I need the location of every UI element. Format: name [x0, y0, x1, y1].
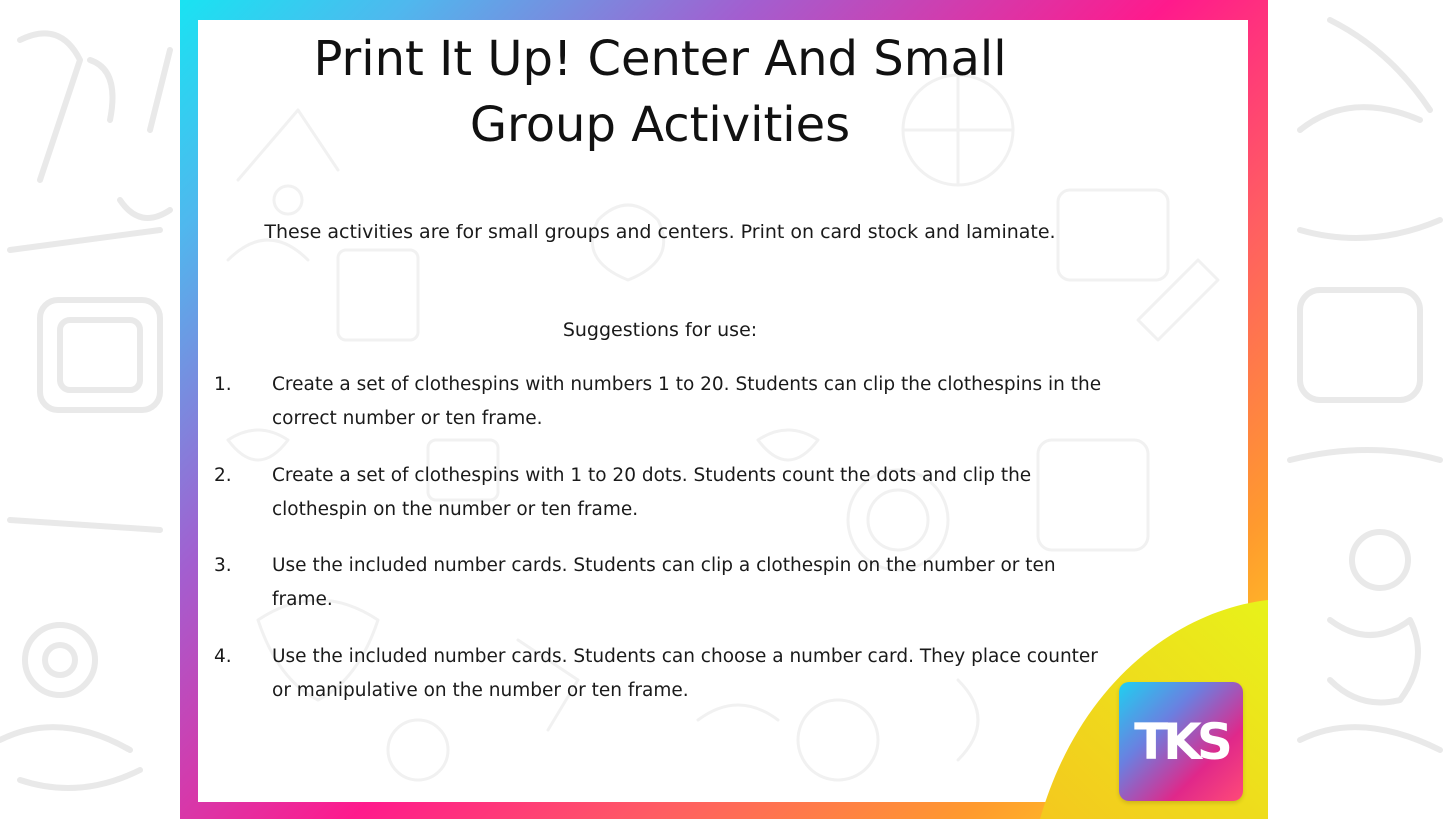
title-line-1: Print It Up! Center And Small	[313, 31, 1007, 87]
list-item-text: Create a set of clothespins with numbers 1 to 20. Students can clip the clothespins in the correct number or ten frame.	[272, 374, 1102, 429]
pencil-doodle-icon	[1138, 260, 1218, 340]
list-item	[214, 640, 1114, 708]
list-item	[214, 549, 1114, 617]
list-item-number: 4.	[214, 646, 232, 667]
list-item	[214, 368, 1114, 436]
tks-logo	[1119, 682, 1243, 801]
list-item-number: 3.	[214, 555, 232, 576]
list-item-number: 1.	[214, 374, 232, 395]
suggestions-heading: Suggestions for use:	[562, 319, 758, 341]
list-item	[214, 459, 1114, 527]
title-line-2: Group Activities	[469, 97, 851, 153]
list-item-text: Create a set of clothespins with 1 to 20 dots. Students count the dots and clip the clothespin on the number or ten frame.	[272, 465, 1032, 520]
tks-logo-text: TKS	[1134, 712, 1228, 771]
speech-bubble-doodle-icon	[1300, 290, 1420, 400]
school-doodle-icon	[20, 33, 113, 180]
intro-text: These activities are for small groups and centers. Print on card stock and laminate.	[264, 221, 1056, 243]
list-item-text: Use the included number cards. Students can clip a clothespin on the number or ten frame.	[272, 555, 1056, 610]
list-item-text: Use the included number cards. Students can choose a number card. They place counter or manipulative on the number or ten frame.	[272, 646, 1098, 701]
page-title	[200, 26, 1120, 158]
list-item-number: 2.	[214, 465, 232, 486]
school-doodle-icon	[1330, 620, 1418, 703]
